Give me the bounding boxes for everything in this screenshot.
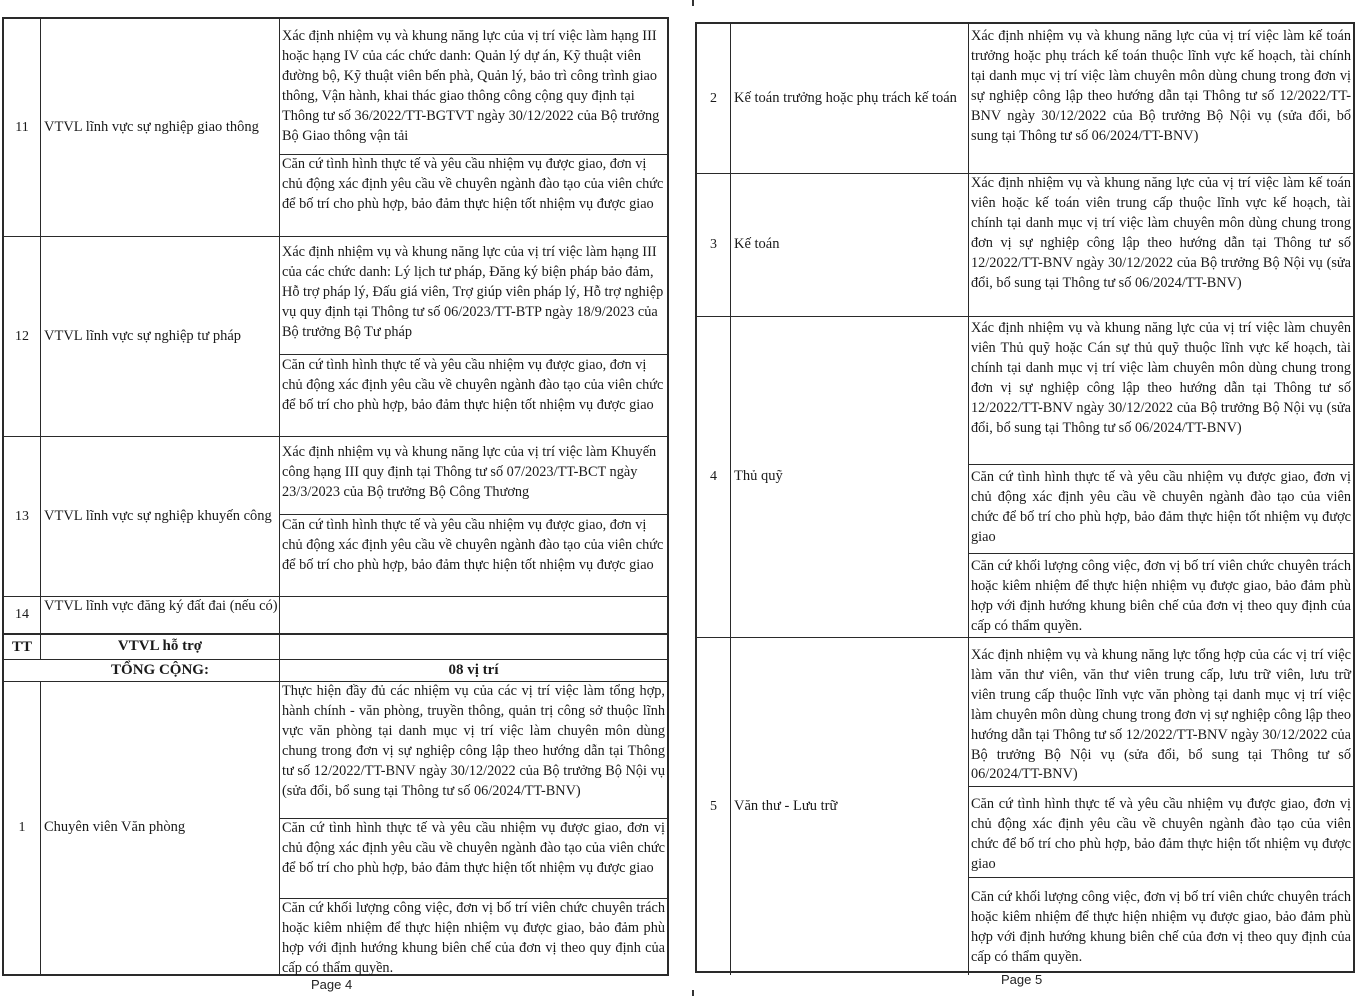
table-row — [4, 236, 667, 436]
description-paragraph: Căn cứ khối lượng công việc, đơn vị bố trí viên chức chuyên trách hoặc kiêm nhiệm để thực hiện nhiệm vụ được giao, bảo đảm phù hợp với định hướng khung biên chế của đơn vị theo quy định của cấp có thẩm quyền. — [969, 553, 1353, 638]
page-number: Page 5 — [1001, 972, 1043, 987]
position-description — [969, 638, 1353, 975]
job-position-table — [2, 17, 669, 976]
row-number: 5 — [697, 638, 731, 975]
table-row — [697, 173, 1353, 316]
description-paragraph: Căn cứ khối lượng công việc, đơn vị bố trí viên chức chuyên trách hoặc kiêm nhiệm để thực hiện nhiệm vụ được giao, bảo đảm phù hợp với định hướng khung biên chế của đơn vị theo quy định của cấp có thẩm quyền. — [969, 877, 1353, 976]
page-number: Page 4 — [311, 977, 353, 992]
position-description — [969, 317, 1353, 637]
description-paragraph: Xác định nhiệm vụ và khung năng lực của vị trí việc làm chuyên viên Thủ quỹ hoặc Cán sự thủ quỹ thuộc lĩnh vực kế hoạch, tài chính tại danh mục vị trí việc làm chuyên môn dùng chung trong đơn vị sự nghiệp công lập theo hướng dẫn tại Thông tư số 12/2022/TT-BNV ngày 30/12/2022 của Bộ trưởng Bộ Nội vụ (sửa đổi, bổ sung tại Thông tư số 06/2024/TT-BNV) — [971, 320, 1351, 436]
table-row — [697, 637, 1353, 975]
description-paragraph: Xác định nhiệm vụ và khung năng lực của vị trí việc làm hạng III của các chức danh: Lý lịch tư pháp, Đăng ký biện pháp bảo đảm, Hỗ trợ pháp lý, Đấu giá viên, Trợ giúp viên pháp lý, Hỗ trợ nghiệp vụ quy định tại Thông tư số 06/2023/TT-BTP ngày 18/9/2023 của Bộ trưởng Bộ Tư pháp — [282, 244, 664, 340]
description-paragraph: Căn cứ tình hình thực tế và yêu cầu nhiệm vụ được giao, đơn vị chủ động xác định yêu cầu về chuyên ngành đào tạo của viên chức để bố trí cho phù hợp, bảo đảm thực hiện tốt nhiệm vụ được giao — [280, 154, 667, 236]
row-number: 11 — [4, 19, 41, 236]
row-number: 3 — [697, 174, 731, 316]
total-row — [4, 659, 667, 681]
description-paragraph: Thực hiện đầy đủ các nhiệm vụ của các vị trí việc làm tổng hợp, hành chính - văn phòng, truyền thông, quản trị công sở thuộc lĩnh vực văn phòng tại danh mục vị trí việc làm chuyên môn dùng chung trong đơn vị sự nghiệp công lập theo hướng dẫn tại Thông tư số 12/2022/TT-BNV ngày 30/12/2022 của Bộ trưởng Bộ Nội vụ (sửa đổi, bổ sung tại Thông tư số 06/2024/TT-BNV) — [282, 683, 665, 799]
job-position-table — [695, 22, 1355, 973]
total-label: TỔNG CỘNG: — [41, 660, 280, 681]
description-paragraph: Xác định nhiệm vụ và khung năng lực của vị trí việc làm kế toán trưởng hoặc phụ trách kế toán thuộc lĩnh vực kế hoạch, tài chính tại danh mục vị trí việc làm chuyên môn dùng chung trong đơn vị sự nghiệp công lập theo hướng dẫn tại Thông tư số 12/2022/TT-BNV ngày 30/12/2022 của Bộ trưởng Bộ Nội vụ (sửa đổi, bổ sung tại Thông tư số 06/2024/TT-BNV) — [971, 28, 1351, 144]
table-row — [697, 316, 1353, 637]
description-paragraph: Xác định nhiệm vụ và khung năng lực của vị trí việc làm hạng III hoặc hạng IV của các chức danh: Quản lý dự án, Kỹ thuật viên đường bộ, Kỹ thuật viên bến phà, Quản lý, bảo trì công trình giao thông, Vận hành, khai thác giao thông công cộng quy định tại Thông tư số 36/2022/TT-BGTVT ngày 30/12/2022 của Bộ trưởng Bộ Giao thông vận tải — [282, 28, 660, 144]
position-description — [280, 237, 667, 436]
row-number: 13 — [4, 437, 41, 596]
position-description — [280, 682, 667, 974]
description-paragraph: Xác định nhiệm vụ và khung năng lực của vị trí việc làm Khuyến công hạng III quy định tại Thông tư số 07/2023/TT-BCT ngày 23/3/2023 của Bộ trưởng Bộ Công Thương — [282, 444, 657, 500]
position-name: Văn thư - Lưu trữ — [731, 638, 969, 975]
table-row — [4, 596, 667, 633]
section-title: VTVL hỗ trợ — [41, 635, 280, 659]
table-row — [4, 681, 667, 974]
row-number: 12 — [4, 237, 41, 436]
section-header-row — [4, 633, 667, 659]
position-name: Chuyên viên Văn phòng — [41, 682, 280, 974]
position-description-empty — [280, 597, 667, 633]
row-number: 4 — [697, 317, 731, 637]
column-header-tt: TT — [4, 635, 41, 659]
description-paragraph: Căn cứ tình hình thực tế và yêu cầu nhiệm vụ được giao, đơn vị chủ động xác định yêu cầu về chuyên ngành đào tạo của viên chức để bố trí cho phù hợp, bảo đảm thực hiện tốt nhiệm vụ được giao — [969, 786, 1353, 877]
position-name: Kế toán — [731, 174, 969, 316]
position-name: VTVL lĩnh vực sự nghiệp khuyến công — [41, 437, 280, 596]
table-row — [4, 436, 667, 596]
description-paragraph: Xác định nhiệm vụ và khung năng lực tổng hợp của các vị trí việc làm văn thư viên, văn thư viên trung cấp, lưu trữ viên, lưu trữ viên trung cấp thuộc lĩnh vực văn phòng tại danh mục vị trí việc làm chuyên môn dùng chung trong đơn vị sự nghiệp công lập theo hướng dẫn tại Thông tư số 12/2022/TT-BNV ngày 30/12/2022 của Bộ trưởng Bộ Nội vụ (sửa đổi, bổ sung tại Thông tư số 06/2024/TT-BNV) — [971, 647, 1351, 783]
document-page-5 — [690, 0, 1359, 996]
position-name: Thủ quỹ — [731, 317, 969, 637]
total-empty-cell — [4, 660, 41, 681]
position-description — [280, 437, 667, 596]
row-number: 14 — [4, 597, 41, 633]
description-paragraph: Xác định nhiệm vụ và khung năng lực của vị trí việc làm kế toán viên hoặc kế toán viên trung cấp thuộc lĩnh vực kế hoạch, tài chính tại danh mục vị trí việc làm chuyên môn dùng chung trong đơn vị sự nghiệp công lập theo hướng dẫn tại Thông tư số 12/2022/TT-BNV ngày 30/12/2022 của Bộ trưởng Bộ Nội vụ (sửa đổi, bổ sung tại Thông tư số 06/2024/TT-BNV) — [971, 175, 1351, 291]
total-value: 08 vị trí — [448, 662, 499, 678]
description-paragraph: Căn cứ tình hình thực tế và yêu cầu nhiệm vụ được giao, đơn vị chủ động xác định yêu cầu về chuyên ngành đào tạo của viên chức để bố trí cho phù hợp, bảo đảm thực hiện tốt nhiệm vụ được giao — [280, 354, 667, 437]
description-paragraph: Căn cứ tình hình thực tế và yêu cầu nhiệm vụ được giao, đơn vị chủ động xác định yêu cầu về chuyên ngành đào tạo của viên chức để bố trí cho phù hợp, bảo đảm thực hiện tốt nhiệm vụ được giao — [969, 464, 1353, 553]
row-number: 2 — [697, 24, 731, 173]
row-number: 1 — [4, 682, 41, 974]
section-header-empty — [280, 635, 667, 659]
position-name: VTVL lĩnh vực sự nghiệp giao thông — [41, 19, 280, 236]
table-row — [697, 24, 1353, 173]
position-name: Kế toán trưởng hoặc phụ trách kế toán — [731, 24, 969, 173]
description-paragraph: Căn cứ tình hình thực tế và yêu cầu nhiệm vụ được giao, đơn vị chủ động xác định yêu cầu về chuyên ngành đào tạo của viên chức để bố trí cho phù hợp, bảo đảm thực hiện tốt nhiệm vụ được giao — [280, 818, 667, 898]
position-name: VTVL lĩnh vực đăng ký đất đai (nếu có) — [41, 597, 280, 633]
position-description — [969, 24, 1353, 173]
position-description — [969, 174, 1353, 316]
position-description — [280, 19, 667, 236]
table-row — [4, 19, 667, 236]
description-paragraph: Căn cứ khối lượng công việc, đơn vị bố trí viên chức chuyên trách hoặc kiêm nhiệm để thực hiện nhiệm vụ được giao, bảo đảm phù hợp với định hướng khung biên chế của đơn vị theo quy định của cấp có thẩm quyền. — [282, 900, 665, 975]
description-paragraph: Căn cứ tình hình thực tế và yêu cầu nhiệm vụ được giao, đơn vị chủ động xác định yêu cầu về chuyên ngành đào tạo của viên chức để bố trí cho phù hợp, bảo đảm thực hiện tốt nhiệm vụ được giao — [280, 514, 667, 597]
position-name: VTVL lĩnh vực sự nghiệp tư pháp — [41, 237, 280, 436]
